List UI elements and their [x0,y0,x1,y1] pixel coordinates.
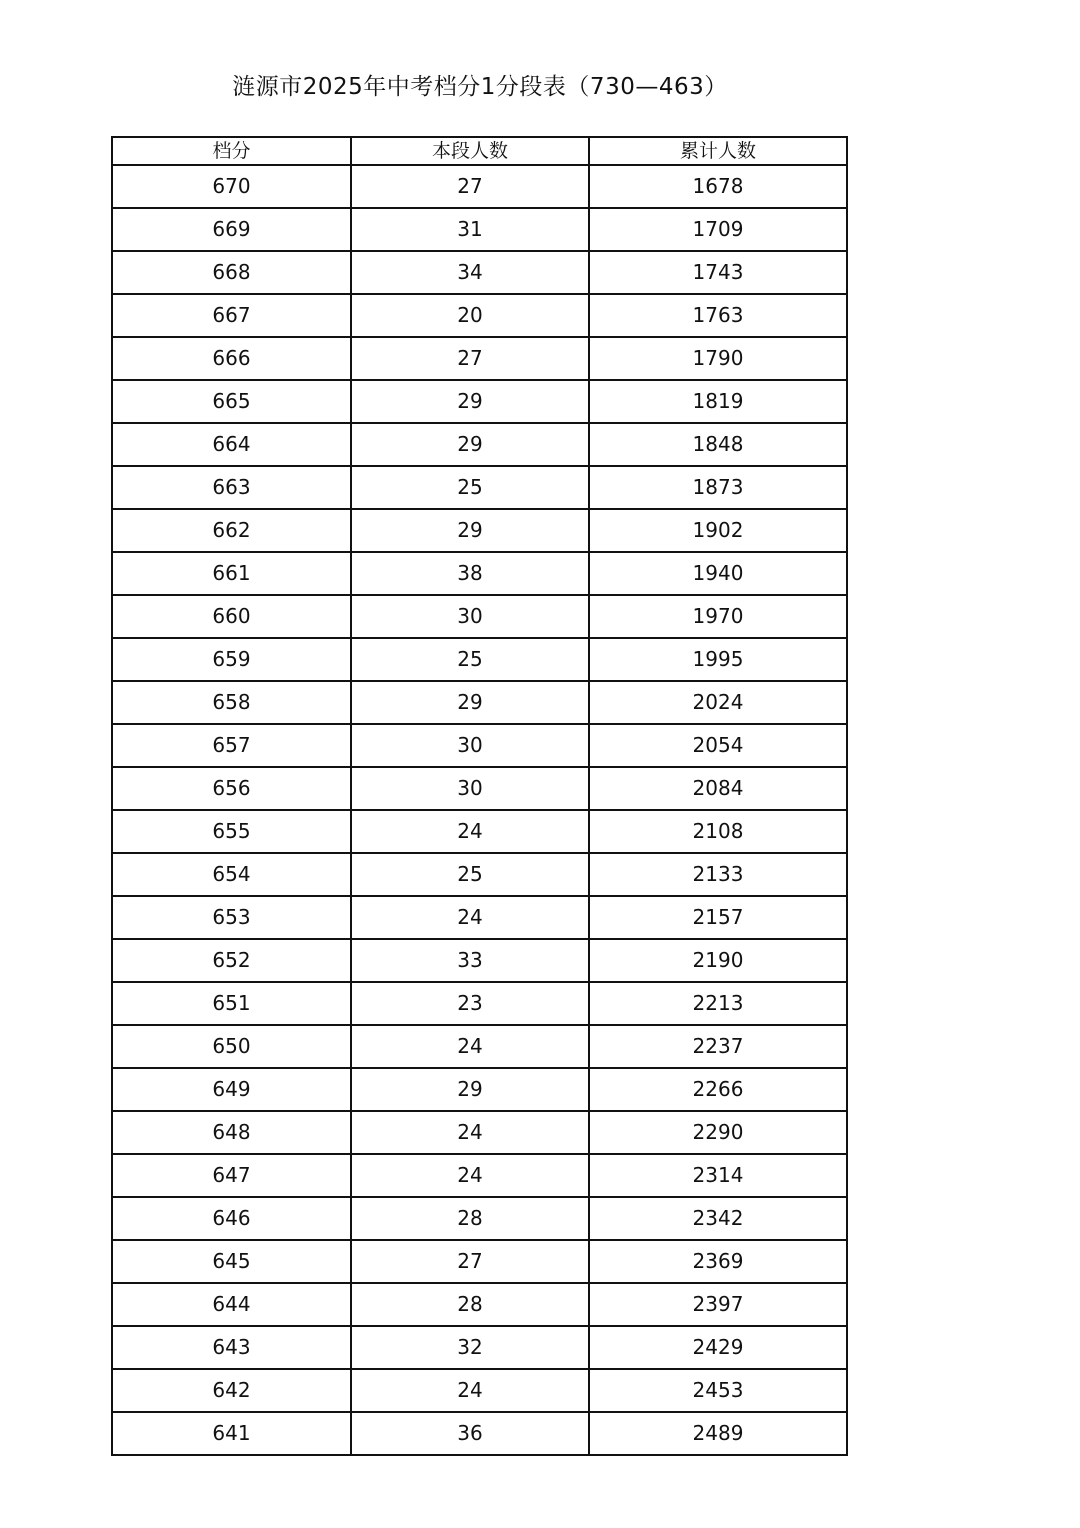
score-cell: 643 [112,1326,351,1369]
segment-count-cell: 34 [351,251,589,294]
header-segment-count: 本段人数 [351,137,589,165]
table-header-row [112,137,847,165]
cumulative-count-cell: 1678 [589,165,847,208]
table-row [112,208,847,251]
cumulative-count-cell: 2157 [589,896,847,939]
score-cell: 652 [112,939,351,982]
cumulative-count-cell: 2397 [589,1283,847,1326]
table-row [112,1197,847,1240]
table-row [112,681,847,724]
cumulative-count-cell: 2054 [589,724,847,767]
cumulative-count-cell: 1819 [589,380,847,423]
cumulative-count-cell: 1902 [589,509,847,552]
score-cell: 666 [112,337,351,380]
table-row [112,423,847,466]
cumulative-count-cell: 2369 [589,1240,847,1283]
cumulative-count-cell: 2342 [589,1197,847,1240]
cumulative-count-cell: 2084 [589,767,847,810]
score-cell: 655 [112,810,351,853]
cumulative-count-cell: 2237 [589,1025,847,1068]
table-row [112,251,847,294]
table-row [112,724,847,767]
score-cell: 657 [112,724,351,767]
table-row [112,509,847,552]
table-row [112,165,847,208]
segment-count-cell: 32 [351,1326,589,1369]
score-cell: 661 [112,552,351,595]
segment-count-cell: 24 [351,1111,589,1154]
segment-count-cell: 29 [351,681,589,724]
table-body [112,165,847,1455]
score-cell: 653 [112,896,351,939]
table-row [112,380,847,423]
cumulative-count-cell: 1873 [589,466,847,509]
table-row [112,767,847,810]
segment-count-cell: 28 [351,1197,589,1240]
score-cell: 660 [112,595,351,638]
segment-count-cell: 36 [351,1412,589,1455]
segment-count-cell: 29 [351,423,589,466]
cumulative-count-cell: 2108 [589,810,847,853]
score-cell: 651 [112,982,351,1025]
table-row [112,939,847,982]
cumulative-count-cell: 2133 [589,853,847,896]
score-cell: 641 [112,1412,351,1455]
score-cell: 668 [112,251,351,294]
table-row [112,1111,847,1154]
segment-count-cell: 30 [351,595,589,638]
score-cell: 644 [112,1283,351,1326]
cumulative-count-cell: 2190 [589,939,847,982]
score-cell: 656 [112,767,351,810]
score-cell: 654 [112,853,351,896]
cumulative-count-cell: 1790 [589,337,847,380]
cumulative-count-cell: 2429 [589,1326,847,1369]
table-row [112,982,847,1025]
segment-count-cell: 24 [351,1369,589,1412]
table-row [112,853,847,896]
segment-count-cell: 31 [351,208,589,251]
header-cumulative-count: 累计人数 [589,137,847,165]
segment-count-cell: 25 [351,853,589,896]
segment-count-cell: 29 [351,1068,589,1111]
segment-count-cell: 30 [351,767,589,810]
score-cell: 650 [112,1025,351,1068]
score-cell: 642 [112,1369,351,1412]
table-row [112,294,847,337]
segment-count-cell: 29 [351,509,589,552]
table-row [112,1283,847,1326]
segment-count-cell: 38 [351,552,589,595]
segment-count-cell: 25 [351,638,589,681]
segment-count-cell: 24 [351,810,589,853]
cumulative-count-cell: 2024 [589,681,847,724]
score-cell: 647 [112,1154,351,1197]
table-row [112,552,847,595]
segment-count-cell: 24 [351,896,589,939]
cumulative-count-cell: 2489 [589,1412,847,1455]
table-row [112,337,847,380]
segment-count-cell: 20 [351,294,589,337]
score-cell: 645 [112,1240,351,1283]
score-cell: 659 [112,638,351,681]
cumulative-count-cell: 2453 [589,1369,847,1412]
table-row [112,1412,847,1455]
segment-count-cell: 24 [351,1025,589,1068]
cumulative-count-cell: 2213 [589,982,847,1025]
cumulative-count-cell: 2266 [589,1068,847,1111]
cumulative-count-cell: 2314 [589,1154,847,1197]
segment-count-cell: 28 [351,1283,589,1326]
score-cell: 670 [112,165,351,208]
segment-count-cell: 30 [351,724,589,767]
table-row [112,638,847,681]
score-cell: 664 [112,423,351,466]
score-table [111,136,848,1456]
segment-count-cell: 24 [351,1154,589,1197]
segment-count-cell: 29 [351,380,589,423]
score-cell: 663 [112,466,351,509]
score-cell: 669 [112,208,351,251]
table-row [112,466,847,509]
table-row [112,595,847,638]
cumulative-count-cell: 1763 [589,294,847,337]
segment-count-cell: 27 [351,1240,589,1283]
cumulative-count-cell: 1995 [589,638,847,681]
score-cell: 658 [112,681,351,724]
table-row [112,1369,847,1412]
cumulative-count-cell: 1848 [589,423,847,466]
score-cell: 648 [112,1111,351,1154]
table-row [112,1025,847,1068]
score-cell: 649 [112,1068,351,1111]
table-row [112,1326,847,1369]
cumulative-count-cell: 1970 [589,595,847,638]
table-row [112,896,847,939]
table-row [112,1068,847,1111]
score-cell: 667 [112,294,351,337]
cumulative-count-cell: 1940 [589,552,847,595]
header-score: 档分 [112,137,351,165]
score-cell: 665 [112,380,351,423]
segment-count-cell: 23 [351,982,589,1025]
page-title: 涟源市2025年中考档分1分段表（730—463） [232,74,728,100]
segment-count-cell: 27 [351,337,589,380]
table-row [112,1154,847,1197]
cumulative-count-cell: 1709 [589,208,847,251]
table-row [112,1240,847,1283]
score-cell: 646 [112,1197,351,1240]
cumulative-count-cell: 2290 [589,1111,847,1154]
segment-count-cell: 27 [351,165,589,208]
score-cell: 662 [112,509,351,552]
cumulative-count-cell: 1743 [589,251,847,294]
segment-count-cell: 25 [351,466,589,509]
segment-count-cell: 33 [351,939,589,982]
table-row [112,810,847,853]
